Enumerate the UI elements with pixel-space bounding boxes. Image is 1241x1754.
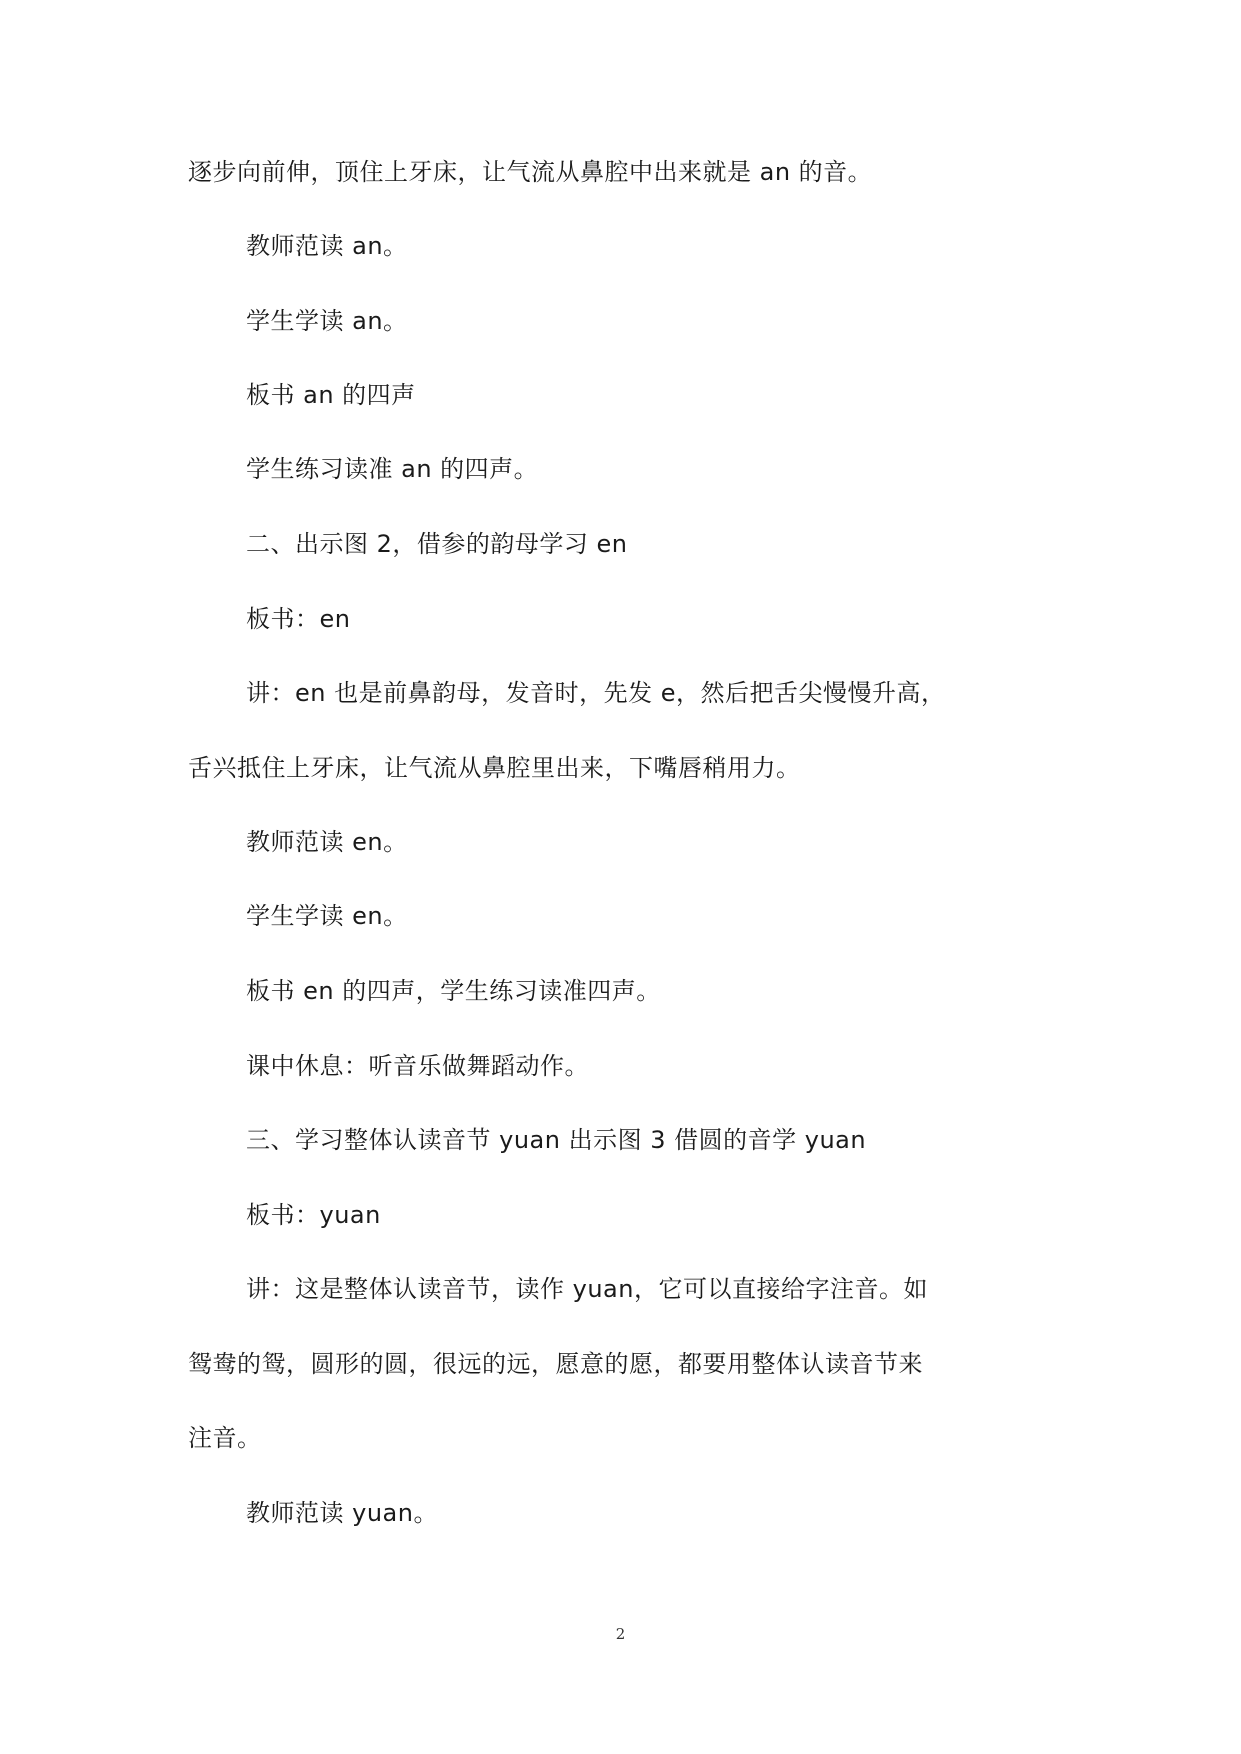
text-line: 学生学读 en。 xyxy=(246,902,408,930)
text-line: 学生练习读准 an 的四声。 xyxy=(246,455,539,483)
text-line: 板书 en 的四声，学生练习读准四声。 xyxy=(246,977,661,1005)
text-line: 教师范读 en。 xyxy=(246,828,408,856)
text-line: 板书：yuan xyxy=(246,1201,381,1229)
text-line: 教师范读 an。 xyxy=(246,232,408,260)
text-line: 讲：这是整体认读音节，读作 yuan，它可以直接给字注音。如 xyxy=(246,1275,928,1303)
text-line: 教师范读 yuan。 xyxy=(246,1499,438,1527)
text-line: 学生学读 an。 xyxy=(246,307,408,335)
text-line: 课中休息：听音乐做舞蹈动作。 xyxy=(246,1052,589,1080)
text-line: 舌兴抵住上牙床，让气流从鼻腔里出来，下嘴唇稍用力。 xyxy=(188,754,801,782)
section-heading: 二、出示图 2，借参的韵母学习 en xyxy=(246,530,628,558)
text-line: 逐步向前伸，顶住上牙床，让气流从鼻腔中出来就是 an 的音。 xyxy=(188,158,873,186)
text-line: 板书 an 的四声 xyxy=(246,381,416,409)
section-heading: 三、学习整体认读音节 yuan 出示图 3 借圆的音学 yuan xyxy=(246,1126,867,1154)
text-line: 板书：en xyxy=(246,605,351,633)
text-line: 注音。 xyxy=(188,1424,262,1452)
text-line: 鸳鸯的鸳，圆形的圆，很远的远，愿意的愿，都要用整体认读音节来 xyxy=(188,1350,923,1378)
page-number: 2 xyxy=(615,1625,626,1643)
text-line: 讲：en 也是前鼻韵母，发音时，先发 e，然后把舌尖慢慢升高， xyxy=(246,679,946,707)
